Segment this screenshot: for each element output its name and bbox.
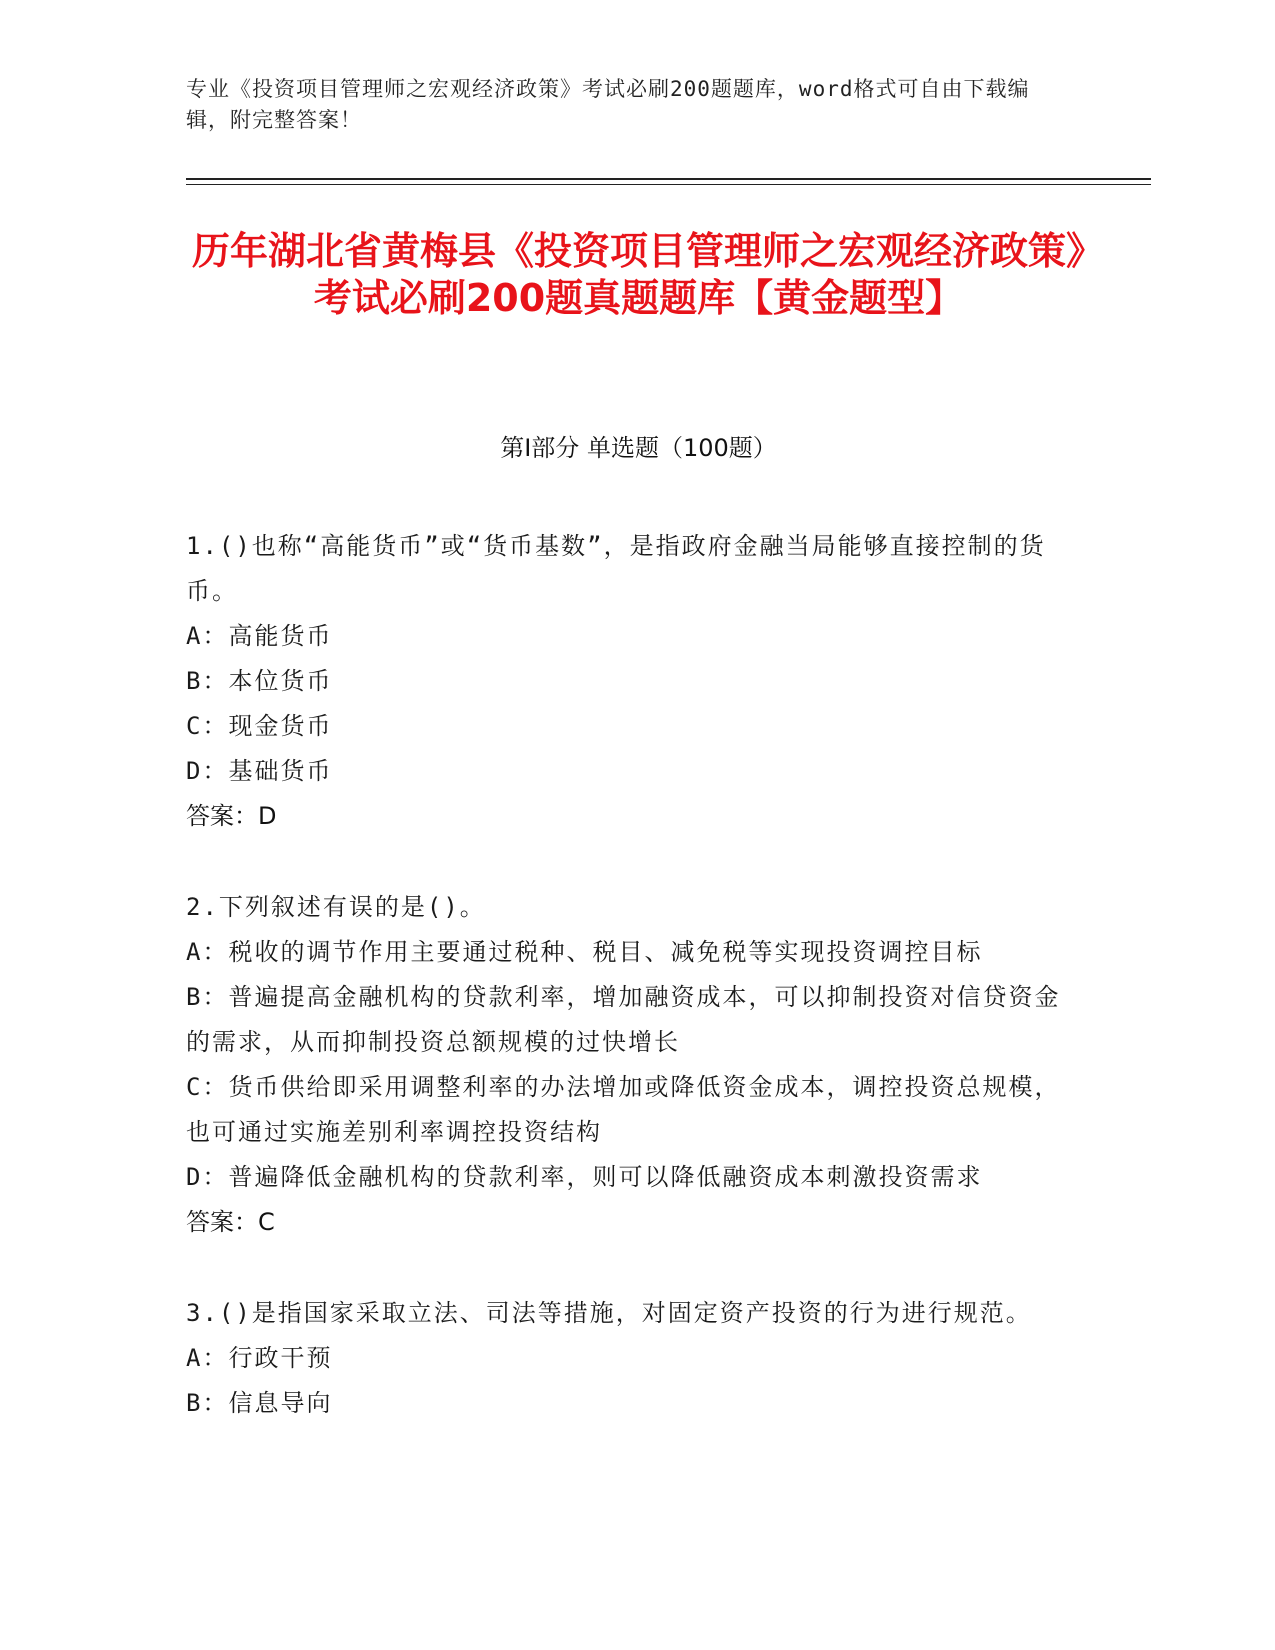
header-divider-thick	[186, 178, 1151, 180]
question-1	[186, 524, 1086, 839]
answer: 答案：C	[186, 1208, 275, 1236]
option-a: A：行政干预	[186, 1344, 333, 1372]
question-stem: 1.()也称“高能货币”或“货币基数”，是指政府金融当局能够直接控制的货币。	[186, 532, 1046, 605]
option-d: D：基础货币	[186, 757, 333, 785]
option-d: D：普遍降低金融机构的贷款利率，则可以降低融资成本刺激投资需求	[186, 1163, 983, 1191]
question-2	[186, 885, 1086, 1245]
section-title: 第I部分 单选题（100题）	[500, 434, 777, 462]
option-c: C：货币供给即采用调整利率的办法增加或降低资金成本，调控投资总规模，也可通过实施差别利率调控投资结构	[186, 1073, 1061, 1146]
header-divider-thin	[186, 184, 1151, 185]
option-b: B：本位货币	[186, 667, 333, 695]
option-b: B：信息导向	[186, 1389, 333, 1417]
header-note: 专业《投资项目管理师之宏观经济政策》考试必刷200题题库，word格式可自由下载编辑，附完整答案！	[186, 77, 1030, 132]
option-c: C：现金货币	[186, 712, 333, 740]
option-b: B：普遍提高金融机构的贷款利率，增加融资成本，可以抑制投资对信贷资金的需求，从而抑制投资总额规模的过快增长	[186, 983, 1061, 1056]
question-stem: 2.下列叙述有误的是()。	[186, 893, 486, 921]
question-stem: 3.()是指国家采取立法、司法等措施，对固定资产投资的行为进行规范。	[186, 1299, 1032, 1327]
document-title: 历年湖北省黄梅县《投资项目管理师之宏观经济政策》考试必刷200题真题题库【黄金题型】	[191, 229, 1085, 320]
option-a: A：税收的调节作用主要通过税种、税目、减免税等实现投资调控目标	[186, 938, 983, 966]
question-3	[186, 1291, 1086, 1426]
answer: 答案：D	[186, 802, 277, 830]
option-a: A：高能货币	[186, 622, 333, 650]
question-list	[186, 524, 1086, 1472]
